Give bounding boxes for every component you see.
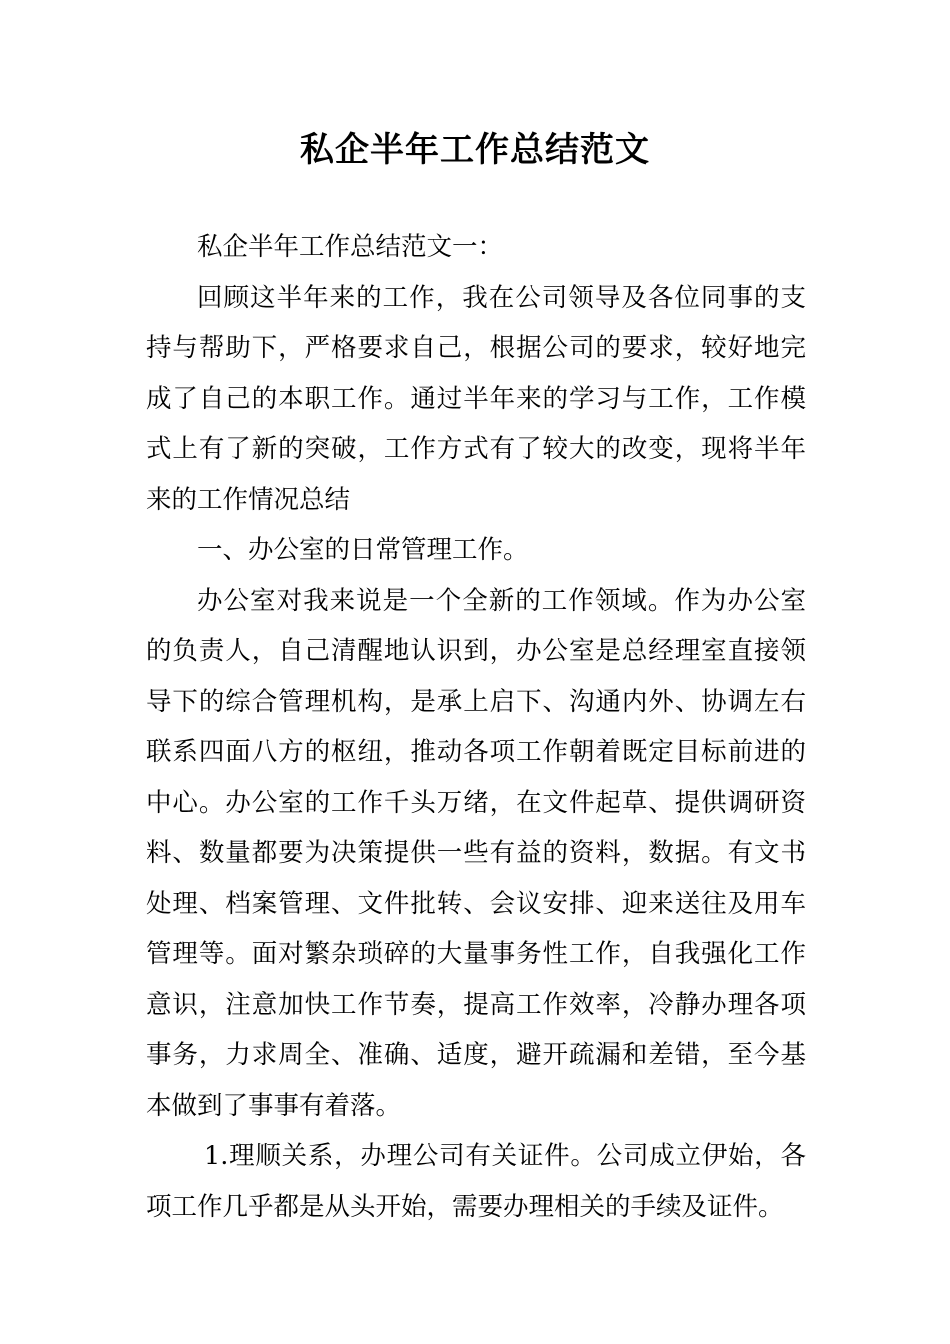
body-paragraph: 办公室对我来说是一个全新的工作领域。作为办公室的负责人，自己清醒地认识到，办公室是总经理室直接领导下的综合管理机构，是承上启下、沟通内外、协调左右联系四面八方的枢纽，推动各项工作朝着既定目标前进的中心。办公室的工作千头万绪，在文件起草、提供调研资料、数量都要为决策提供一些有益的资料，数据。有文书处理、档案管理、文件批转、会议安排、迎来送往及用车管理等。面对繁杂琐碎的大量事务性工作，自我强化工作意识，注意加快工作节奏，提高工作效率，冷静办理各项事务，力求周全、准确、适度，避开疏漏和差错，至今基本做到了事事有着落。 [146, 585, 806, 1121]
intro-paragraph: 回顾这半年来的工作，我在公司领导及各位同事的支持与帮助下，严格要求自己，根据公司的要求，较好地完成了自己的本职工作。通过半年来的学习与工作，工作模式上有了新的突破，工作方式有了较大的改变，现将半年来的工作情况总结 [146, 282, 806, 515]
section-heading: 一、办公室的日常管理工作。 [197, 535, 529, 565]
subtitle-paragraph: 私企半年工作总结范文一： [197, 232, 504, 262]
document-title: 私企半年工作总结范文 [300, 130, 650, 170]
numbered-paragraph: 1.理顺关系，办理公司有关证件。公司成立伊始，各项工作几乎都是从头开始，需要办理相关的手续及证件。 [146, 1141, 806, 1222]
document-body [146, 222, 806, 1232]
